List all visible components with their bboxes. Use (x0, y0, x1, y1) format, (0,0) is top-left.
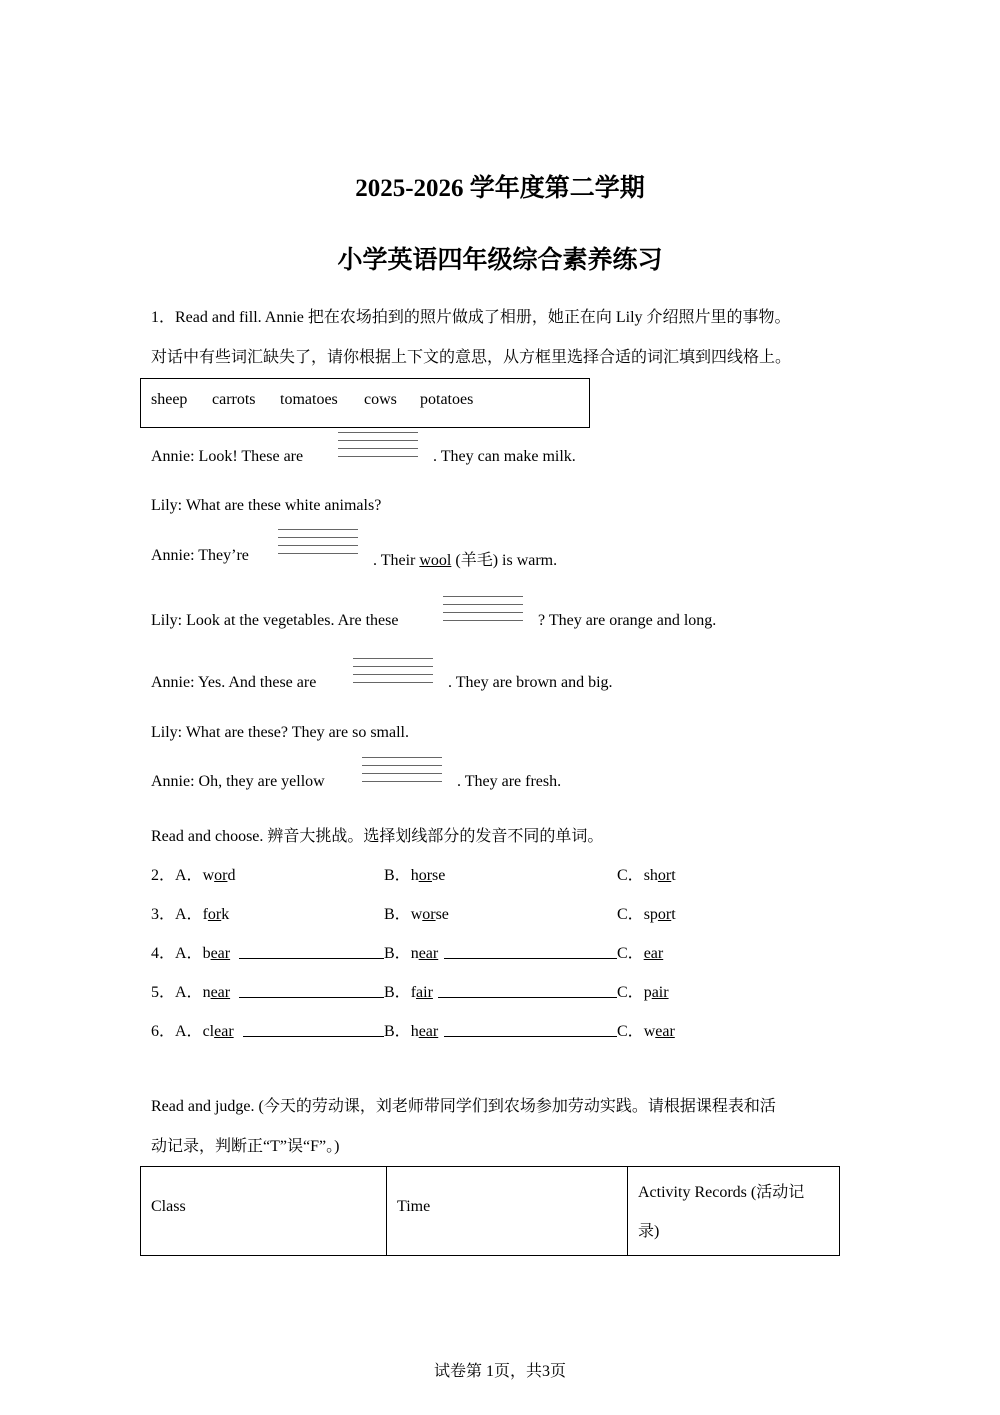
dialogue-line-4-tail: ? They are orange and long. (538, 612, 717, 629)
question-4-option-c[interactable]: C．ear (617, 945, 664, 962)
dialogue-line-3-tail-pre: . Their (373, 552, 420, 569)
question-number: 6．A． (151, 1023, 203, 1040)
section2-instruction: Read and choose. 辨音大挑战。选择划线部分的发音不同的单词。 (151, 828, 604, 845)
underline-trail (239, 958, 384, 959)
underline-trail (444, 1036, 617, 1037)
section3-instruction-line1: Read and judge. (今天的劳动课，刘老师带同学们到农场参加劳动实践。请根据课程表和活 (151, 1098, 776, 1115)
question-2-option-c[interactable]: C．short (617, 867, 676, 884)
question-4-option-b[interactable]: B．near (384, 945, 439, 962)
underline-trail (239, 997, 384, 998)
dialogue-line-4-text: Lily: Look at the vegetables. Are these (151, 612, 399, 629)
underline-trail (444, 958, 617, 959)
dialogue-line-1-text: Annie: Look! These are (151, 448, 304, 465)
word-bank-box (140, 378, 590, 428)
question-6-option-b[interactable]: B．hear (384, 1023, 439, 1040)
question-6-option-c[interactable]: C．wear (617, 1023, 675, 1040)
question-number: 2．A． (151, 867, 203, 884)
question-2-option-b[interactable]: B．horse (384, 867, 446, 884)
question-number: 3．A． (151, 906, 203, 923)
page-title-line2: 小学英语四年级综合素养练习 (337, 247, 663, 274)
word-bank-item: carrots (212, 391, 256, 408)
schedule-table (140, 1166, 840, 1256)
question-5: 5．A．near (151, 984, 231, 1001)
word-bank-item: tomatoes (280, 391, 338, 408)
question-3: 3．A．fork (151, 906, 230, 923)
question-3-option-c[interactable]: C．sport (617, 906, 676, 923)
table-header-time: Time (386, 1167, 627, 1255)
page-title-line1: 2025-2026 学年度第二学期 (355, 175, 645, 202)
question-3-option-b[interactable]: B．worse (384, 906, 449, 923)
question-2: 2．A．word (151, 867, 236, 884)
q1-instruction-line1: 1．Read and fill. Annie 把在农场拍到的照片做成了相册，她正在向 Lily 介绍照片里的事物。 (151, 309, 791, 326)
dialogue-line-5-text: Annie: Yes. And these are (151, 674, 317, 691)
four-line-blank-3[interactable] (443, 596, 523, 624)
question-6: 6．A．clear (151, 1023, 234, 1040)
dialogue-line-7-text: Annie: Oh, they are yellow (151, 773, 325, 790)
dialogue-line-5-tail: . They are brown and big. (448, 674, 613, 691)
table-header-activity-records: Activity Records (活动记 录) (627, 1167, 838, 1255)
word-bank-item: sheep (151, 391, 188, 408)
four-line-blank-2[interactable] (278, 529, 358, 557)
dialogue-line-2-text: Lily: What are these white animals? (151, 497, 382, 514)
question-number: 4．A． (151, 945, 203, 962)
four-line-blank-4[interactable] (353, 658, 433, 686)
question-number: 5．A． (151, 984, 203, 1001)
question-4: 4．A．bear (151, 945, 231, 962)
four-line-blank-1[interactable] (338, 432, 418, 460)
word-bank-item: cows (364, 391, 397, 408)
dialogue-line-3-tail-post: (羊毛) is warm. (451, 552, 558, 569)
dialogue-line-3-tail (373, 547, 557, 570)
question-5-option-c[interactable]: C．pair (617, 984, 669, 1001)
question-5-option-b[interactable]: B．fair (384, 984, 433, 1001)
underline-trail (438, 997, 617, 998)
q1-instruction-line2: 对话中有些词汇缺失了，请你根据上下文的意思，从方框里选择合适的词汇填到四线格上。 (151, 349, 792, 366)
dialogue-line-1-tail: . They can make milk. (433, 448, 576, 465)
four-line-blank-5[interactable] (362, 757, 442, 785)
dialogue-line-3-text: Annie: They’re (151, 547, 249, 564)
page-footer: 试卷第 1页，共3页 (433, 1363, 566, 1380)
section3-instruction-line2: 动记录，判断正“T”误“F”。) (151, 1138, 340, 1155)
dialogue-line-7-tail: . They are fresh. (457, 773, 562, 790)
wool-underlined: wool (419, 552, 452, 569)
underline-trail (243, 1036, 384, 1037)
table-header-class: Class (151, 1198, 186, 1215)
word-bank-item: potatoes (420, 391, 474, 408)
dialogue-line-6-text: Lily: What are these? They are so small. (151, 724, 409, 741)
